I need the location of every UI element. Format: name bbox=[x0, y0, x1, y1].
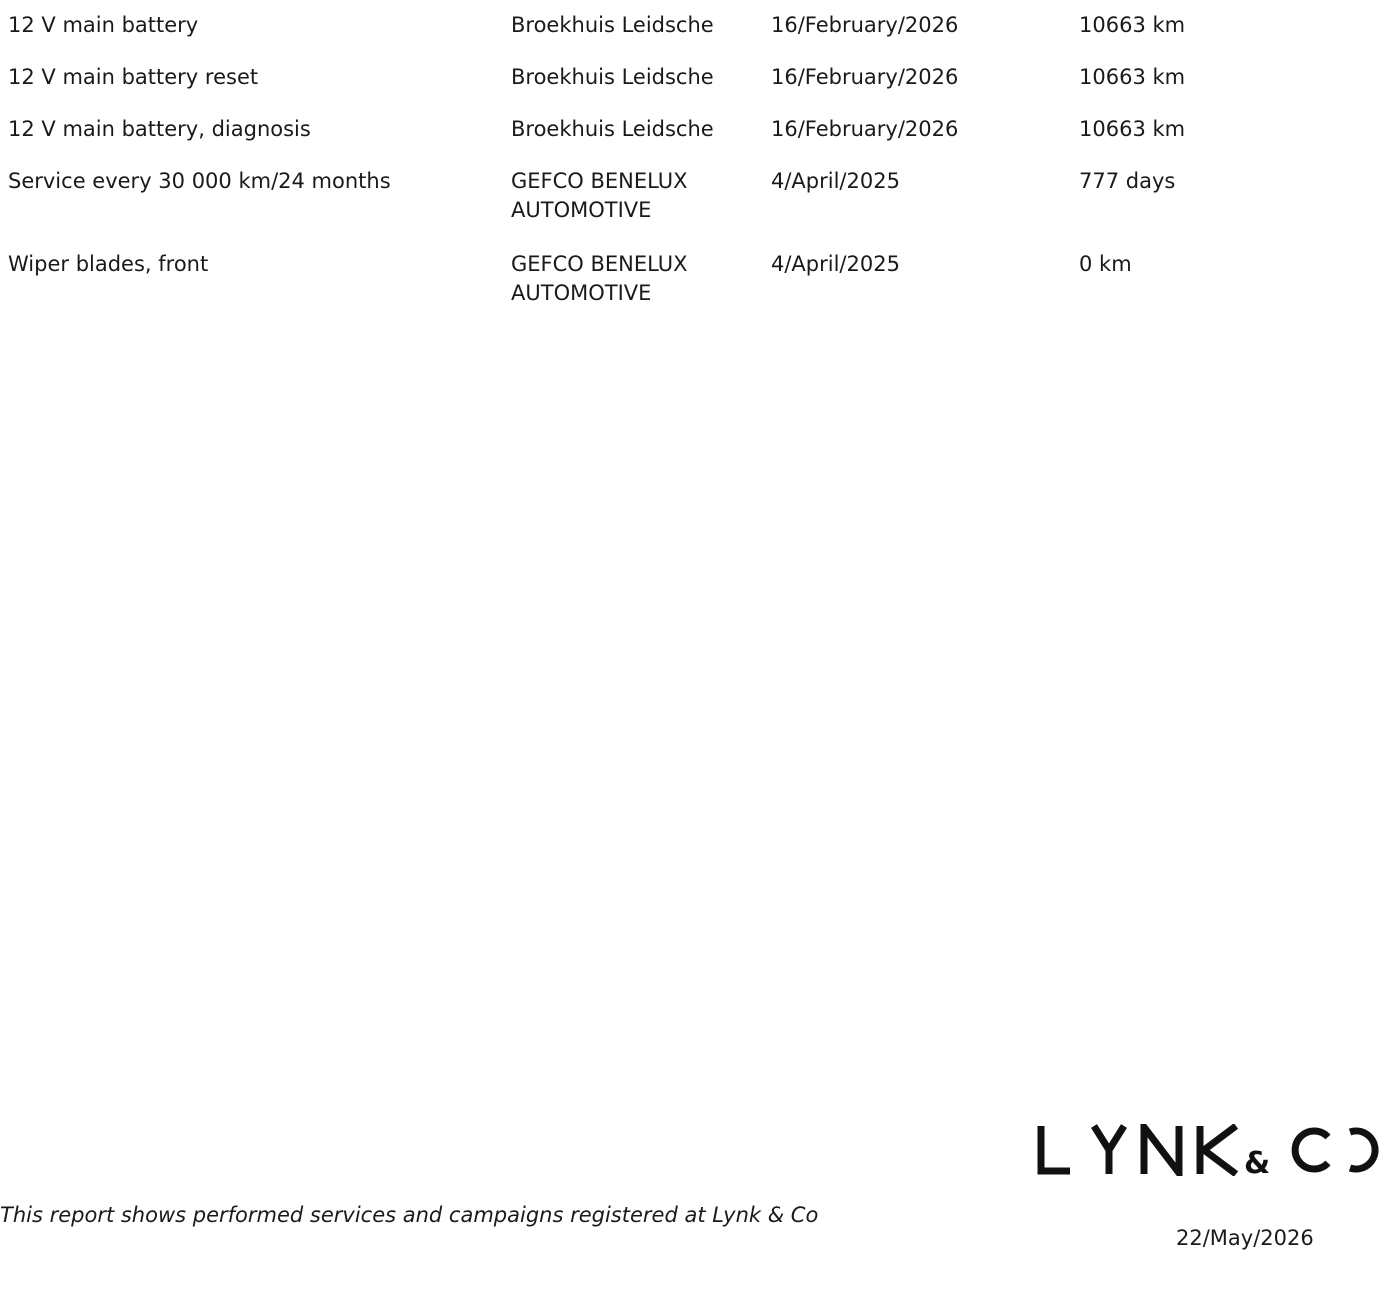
service-value: 777 days bbox=[1079, 169, 1176, 193]
workshop-name: Broekhuis Leidsche bbox=[511, 65, 714, 89]
table-row bbox=[0, 167, 1400, 237]
service-name: 12 V main battery, diagnosis bbox=[8, 117, 311, 141]
service-value: 10663 km bbox=[1079, 13, 1186, 37]
service-date: 16/February/2026 bbox=[771, 65, 959, 89]
service-name: 12 V main battery reset bbox=[8, 65, 259, 89]
service-value: 0 km bbox=[1079, 252, 1132, 276]
workshop-name: Broekhuis Leidsche bbox=[511, 13, 714, 37]
service-date: 16/February/2026 bbox=[771, 117, 959, 141]
service-date: 16/February/2026 bbox=[771, 13, 959, 37]
table-row bbox=[0, 115, 1400, 155]
lynk-co-logo bbox=[1036, 1124, 1390, 1176]
service-date: 4/April/2025 bbox=[771, 252, 900, 276]
service-name: 12 V main battery bbox=[8, 13, 199, 37]
service-value: 10663 km bbox=[1079, 65, 1186, 89]
service-name: Service every 30 000 km/24 months bbox=[8, 169, 391, 193]
workshop-name: Broekhuis Leidsche bbox=[511, 117, 714, 141]
table-row bbox=[0, 11, 1400, 51]
report-disclaimer: This report shows performed services and campaigns registered at Lynk & Co bbox=[0, 1203, 819, 1227]
service-name: Wiper blades, front bbox=[8, 252, 209, 276]
service-date: 4/April/2025 bbox=[771, 169, 900, 193]
table-row bbox=[0, 63, 1400, 103]
table-row bbox=[0, 250, 1400, 320]
service-value: 10663 km bbox=[1079, 117, 1186, 141]
workshop-name: GEFCO BENELUX AUTOMOTIVE bbox=[511, 169, 688, 222]
svg-text:&: & bbox=[1244, 1146, 1271, 1176]
workshop-name: GEFCO BENELUX AUTOMOTIVE bbox=[511, 252, 688, 305]
report-date: 22/May/2026 bbox=[1176, 1226, 1314, 1250]
